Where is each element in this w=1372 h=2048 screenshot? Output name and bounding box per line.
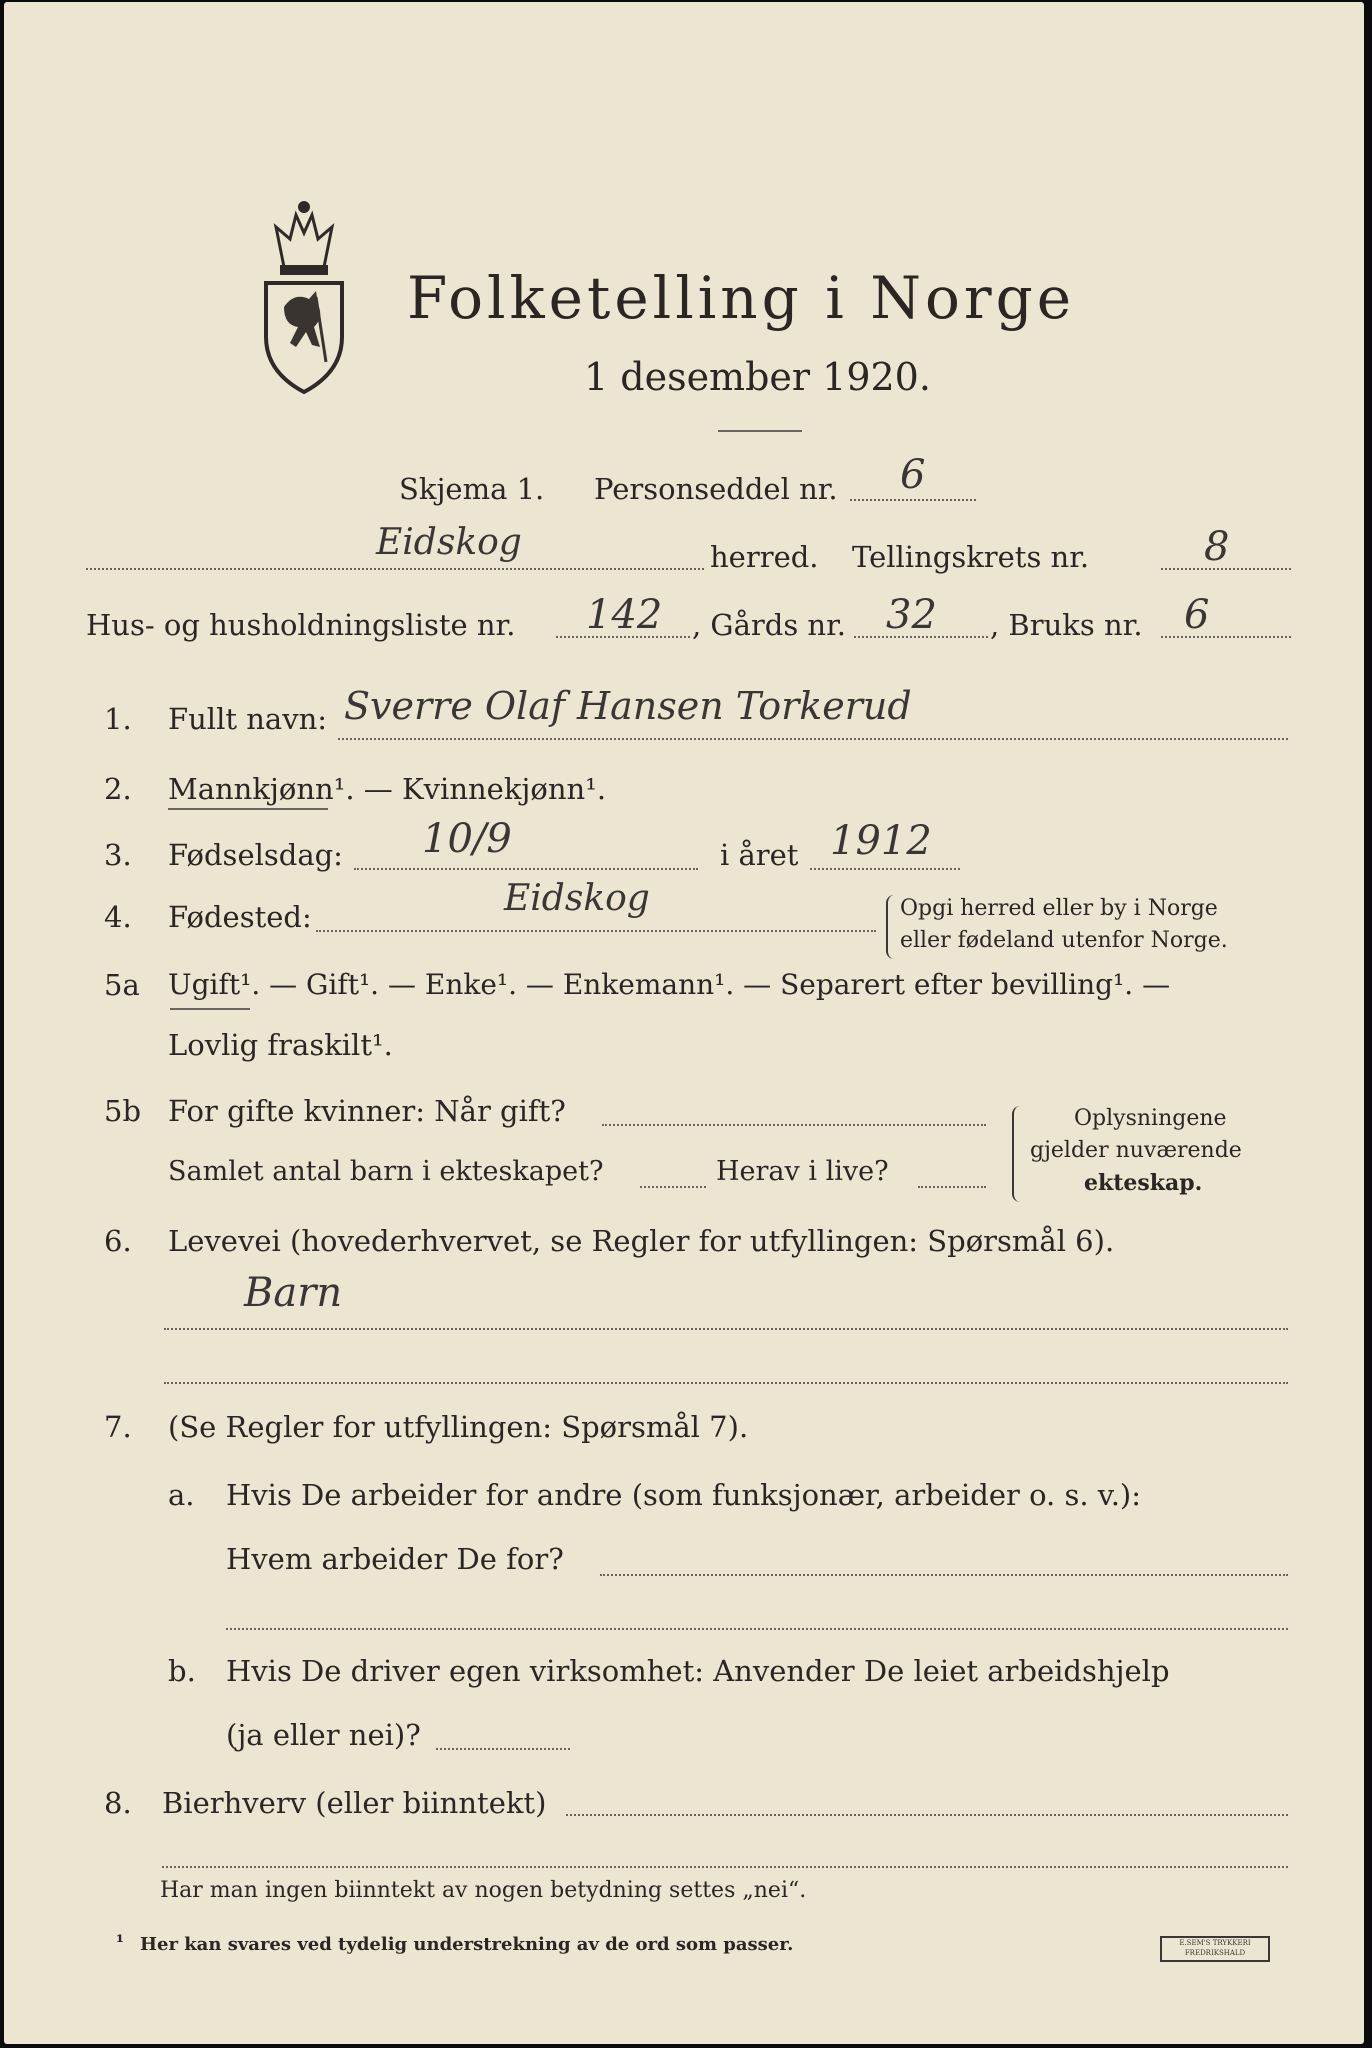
tellingskrets-value[interactable]: 8 (1204, 524, 1230, 570)
gards-value[interactable]: 32 (886, 592, 937, 638)
q7-number: 7. (104, 1410, 132, 1444)
q3-line (354, 868, 698, 870)
q2-underline-mannkjonn (168, 808, 328, 810)
q7a-employer-line (600, 1574, 1288, 1576)
personseddel-label: Personseddel nr. (594, 472, 838, 506)
q1-label: Fullt navn: (168, 702, 328, 736)
q5b-note-line2: gjelder nuværende (1030, 1138, 1242, 1163)
q5a-marital-options[interactable]: Ugift¹. — Gift¹. — Enke¹. — Enkemann¹. — Separert efter bevilling¹. — (168, 968, 1171, 1001)
tellingskrets-label: Tellingskrets nr. (852, 540, 1090, 574)
q2-number: 2. (104, 772, 132, 806)
q5b-note-brace (1012, 1106, 1024, 1202)
q3-label: Fødselsdag: (168, 838, 343, 872)
q7a-employer-line2 (226, 1628, 1288, 1630)
q4-note-brace (886, 895, 898, 959)
q7b-line2: (ja eller nei)? (226, 1718, 421, 1752)
q4-label: Fødested: (168, 900, 312, 934)
q5b-line1: For gifte kvinner: Når gift? (168, 1094, 566, 1128)
q5b-note-line3: ekteskap. (1084, 1170, 1203, 1196)
occupation-value[interactable]: Barn (244, 1270, 343, 1316)
q5b-when-line (602, 1124, 986, 1126)
q6-label: Levevei (hovederhvervet, se Regler for utfyllingen: Spørsmål 6). (168, 1224, 1115, 1258)
q5b-children-line (640, 1186, 706, 1188)
q8-label: Bierhverv (eller biinntekt) (162, 1786, 547, 1820)
q5a-line2[interactable]: Lovlig fraskilt¹. (168, 1028, 393, 1062)
census-form-page (4, 2, 1364, 2044)
q5b-alive-line (918, 1186, 986, 1188)
q4-note-line2: eller fødeland utenfor Norge. (900, 928, 1228, 953)
title-divider (718, 430, 802, 432)
q6-number: 6. (104, 1224, 132, 1258)
bruks-value[interactable]: 6 (1184, 592, 1210, 638)
bruks-label: , Bruks nr. (990, 608, 1143, 642)
q5a-number: 5a (104, 968, 140, 1002)
q4-number: 4. (104, 900, 132, 934)
q3-year-line (810, 868, 960, 870)
q3-year-label: i året (720, 838, 799, 872)
q6-line2 (164, 1382, 1288, 1384)
bruks-line (1161, 636, 1291, 638)
personseddel-value[interactable]: 6 (900, 452, 926, 498)
form-date: 1 desember 1920. (584, 355, 931, 399)
personseddel-line (850, 499, 976, 501)
birthday-value[interactable]: 10/9 (422, 816, 512, 862)
q1-number: 1. (104, 702, 132, 736)
footnote-text: Her kan svares ved tydelig understrekning av de ord som passer. (140, 1934, 794, 1955)
q7b-line1: Hvis De driver egen virksomhet: Anvender De leiet arbeidshjelp (226, 1654, 1170, 1688)
q7b-mark: b. (168, 1654, 196, 1688)
q5b-children-label: Samlet antal barn i ekteskapet? (168, 1156, 604, 1187)
printer-stamp-line2: FREDRIKSHALD (1184, 1949, 1246, 1957)
q5a-underline-ugift (170, 1008, 250, 1010)
q4-note-line1: Opgi herred eller by i Norge (900, 896, 1218, 921)
q8-line1 (566, 1814, 1288, 1816)
q5b-note-line1: Oplysningene (1074, 1106, 1227, 1131)
coat-of-arms-icon (254, 187, 354, 397)
q7-label: (Se Regler for utfyllingen: Spørsmål 7). (168, 1410, 749, 1444)
q8-line2 (162, 1866, 1288, 1868)
birthplace-value[interactable]: Eidskog (504, 878, 650, 919)
hus-label: Hus- og husholdningsliste nr. (86, 608, 516, 642)
q7a-line2: Hvem arbeider De for? (226, 1542, 564, 1576)
q8-note: Har man ingen biinntekt av nogen betydning settes „nei“. (160, 1878, 807, 1903)
hus-value[interactable]: 142 (586, 592, 663, 638)
herred-value[interactable]: Eidskog (376, 522, 522, 563)
full-name-value[interactable]: Sverre Olaf Hansen Torkerud (344, 684, 912, 728)
q7b-answer-line (436, 1748, 570, 1750)
q7a-line1: Hvis De arbeider for andre (som funksjonær, arbeider o. s. v.): (226, 1478, 1142, 1512)
q2-gender-options[interactable]: Mannkjønn¹. — Kvinnekjønn¹. (168, 772, 607, 806)
skjema-label: Skjema 1. (399, 472, 545, 506)
q8-number: 8. (104, 1786, 132, 1820)
gards-label: , Gårds nr. (692, 608, 846, 642)
herred-label: herred. (710, 540, 819, 574)
footnote-mark: ¹ (116, 1932, 124, 1953)
q1-line (338, 738, 1288, 740)
q3-number: 3. (104, 838, 132, 872)
form-title: Folketelling i Norge (407, 264, 1076, 332)
printer-stamp-line1: E.SEM'S TRYKKERI (1179, 1939, 1251, 1947)
herred-line (86, 568, 704, 570)
q4-line (316, 930, 876, 932)
birth-year-value[interactable]: 1912 (830, 818, 932, 864)
q7a-mark: a. (168, 1478, 195, 1512)
q5b-alive-label: Herav i live? (716, 1156, 889, 1187)
q6-line1 (164, 1328, 1288, 1330)
q5b-number: 5b (104, 1094, 142, 1128)
printer-stamp (1160, 1936, 1270, 1962)
